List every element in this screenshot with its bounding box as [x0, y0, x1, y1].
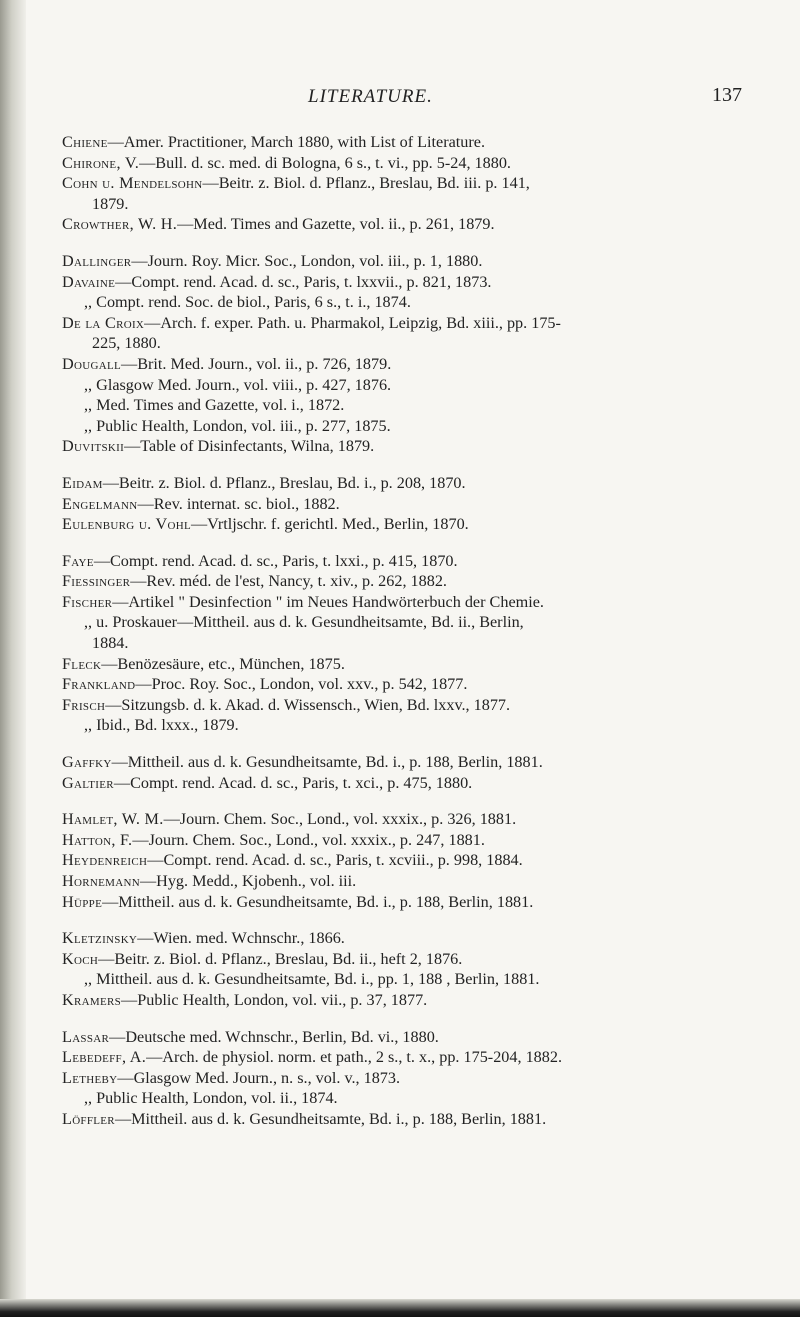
bibliography-entry [62, 928, 782, 949]
bibliography-entry [62, 773, 782, 794]
running-title: LITERATURE. [308, 86, 433, 107]
bibliography-entry [62, 1109, 782, 1130]
ditto-entry: ,, Glasgow Med. Journ., vol. viii., p. 427, 1876. [84, 375, 392, 394]
group-spacer [62, 736, 782, 752]
citation-text: —Med. Times and Gazette, vol. ii., p. 261, 1879. [177, 215, 495, 234]
citation-text: —Wien. med. Wchnschr., 1866. [137, 929, 345, 948]
bibliography-entry [62, 1047, 782, 1068]
ditto-entry: ,, Med. Times and Gazette, vol. i., 1872. [84, 396, 345, 415]
bibliography-entry [62, 494, 782, 515]
author-name: Dallinger [62, 251, 132, 270]
author-name: Koch [62, 949, 99, 968]
author-name: Davaine [62, 272, 116, 291]
page-header [0, 86, 800, 116]
bibliography-entry [62, 354, 782, 375]
citation-text: —Rev. méd. de l'est, Nancy, t. xiv., p. 262, 1882. [130, 572, 447, 591]
citation-text: —Public Health, London, vol. vii., p. 37, 1877. [121, 990, 428, 1009]
author-name: Fischer [62, 592, 113, 611]
group-spacer [62, 457, 782, 473]
author-name: Dougall [62, 354, 122, 373]
author-name: De la Croix [62, 313, 145, 332]
author-name: Faye [62, 551, 94, 570]
citation-text: —Sitzungsb. d. k. Akad. d. Wissensch., Wien, Bd. lxxv., 1877. [105, 695, 511, 714]
ditto-entry: ,, Mittheil. aus d. k. Gesundheitsamte, Bd. i., pp. 1, 188 , Berlin, 1881. [84, 970, 540, 989]
author-name: Duvitskii [62, 437, 125, 456]
bibliography-entry [62, 990, 782, 1011]
bibliography-entry [62, 551, 782, 572]
bibliography-entry [62, 514, 782, 535]
author-name: Heydenreich [62, 851, 148, 870]
citation-text: —Deutsche med. Wchnschr., Berlin, Bd. vi., 1880. [109, 1027, 439, 1046]
citation-text: —Mittheil. aus d. k. Gesundheitsamte, Bd. i., p. 188, Berlin, 1881. [114, 1109, 547, 1128]
author-name: Eidam [62, 473, 103, 492]
bibliography-entry [62, 571, 782, 592]
author-name: Hüppe [62, 892, 103, 911]
bibliography-entry [62, 949, 782, 970]
citation-text: —Arch. f. exper. Path. u. Pharmakol, Leipzig, Bd. xiii., pp. 175- [144, 313, 561, 332]
citation-text: —Amer. Practitioner, March 1880, with List of Literature. [107, 133, 486, 151]
bibliography-entry [62, 695, 782, 716]
group-spacer [62, 235, 782, 251]
author-name: Frisch [62, 695, 106, 714]
bibliography-entry [62, 674, 782, 695]
group-spacer [62, 535, 782, 551]
group-spacer [62, 912, 782, 928]
continuation-line: 1879. [92, 194, 129, 213]
citation-text: —Artikel " Desinfection " im Neues Handwörterbuch der Chemie. [112, 592, 544, 611]
citation-text: —Table of Disinfectants, Wilna, 1879. [124, 437, 375, 456]
group-spacer [62, 1011, 782, 1027]
author-name: Hamlet, W. M. [62, 810, 164, 829]
citation-text: —Brit. Med. Journ., vol. ii., p. 726, 1879. [121, 354, 392, 373]
bibliography-entry [62, 473, 782, 494]
bibliography-entry [62, 272, 782, 293]
citation-text: —Beitr. z. Biol. d. Pflanz., Breslau, Bd. i., p. 208, 1870. [102, 473, 466, 492]
author-name: Letheby [62, 1068, 118, 1087]
page-number: 137 [712, 84, 742, 106]
author-name: Eulenburg u. Vohl [62, 515, 191, 534]
bibliography-entry [62, 892, 782, 913]
group-spacer [62, 793, 782, 809]
bibliography-entry [62, 654, 782, 675]
continuation-line: 225, 1880. [92, 334, 161, 353]
citation-text: —Arch. de physiol. norm. et path., 2 s., t. x., pp. 175-204, 1882. [146, 1048, 562, 1067]
citation-text: —Proc. Roy. Soc., London, vol. xxv., p. 542, 1877. [135, 675, 468, 694]
citation-text: —Beitr. z. Biol. d. Pflanz., Breslau, Bd. iii. p. 141, [202, 174, 530, 193]
bibliography-entry [62, 214, 782, 235]
citation-text: —Hyg. Medd., Kjobenh., vol. iii. [139, 872, 357, 890]
page-bottom-edge [0, 1299, 800, 1317]
author-name: Kletzinsky [62, 929, 138, 948]
author-name: Gaffky [62, 753, 112, 772]
citation-text: —Mittheil. aus d. k. Gesundheitsamte, Bd. i., p. 188, Berlin, 1881. [102, 892, 534, 911]
bibliography-entry [62, 592, 782, 613]
author-name: Löffler [62, 1109, 115, 1128]
citation-text: —Compt. rend. Acad. d. sc., Paris, t. xci., p. 475, 1880. [113, 773, 473, 792]
bibliography-entry [62, 251, 782, 272]
citation-text: —Vrtljschr. f. gerichtl. Med., Berlin, 1870. [190, 515, 469, 534]
bibliography-entry [62, 132, 782, 153]
author-name: Cohn u. Mendelsohn [62, 174, 203, 193]
bibliography-entry [62, 1027, 782, 1048]
author-name: Lassar [62, 1027, 110, 1046]
bibliography-entry [62, 1068, 782, 1089]
citation-text: —Journ. Chem. Soc., Lond., vol. xxxix., p. 247, 1881. [132, 830, 485, 849]
bibliography-list [62, 132, 782, 1130]
citation-text: —Journ. Chem. Soc., Lond., vol. xxxix., p. 326, 1881. [163, 810, 517, 829]
author-name: Frankland [62, 675, 136, 694]
ditto-entry: ,, Compt. rend. Soc. de biol., Paris, 6 s., t. i., 1874. [84, 293, 411, 312]
bibliography-entry [62, 850, 782, 871]
author-name: Fiessinger [62, 572, 131, 591]
bibliography-entry [62, 153, 782, 174]
author-name: Chiene [62, 133, 108, 151]
bibliography-entry [62, 830, 782, 851]
citation-text: —Compt. rend. Acad. d. sc., Paris, t. lxxi., p. 415, 1870. [93, 551, 458, 570]
bibliography-entry [62, 436, 782, 457]
author-name: Kramers [62, 990, 122, 1009]
bibliography-entry [62, 752, 782, 773]
bibliography-entry [62, 871, 782, 892]
citation-text: —Compt. rend. Acad. d. sc., Paris, t. xcviii., p. 998, 1884. [147, 851, 523, 870]
bibliography-entry [62, 809, 782, 830]
author-name: Fleck [62, 654, 102, 673]
author-name: Hornemann [62, 872, 140, 890]
citation-text: —Bull. d. sc. med. di Bologna, 6 s., t. vi., pp. 5-24, 1880. [139, 153, 511, 172]
author-name: Hatton, F. [62, 830, 133, 849]
ditto-entry: ,, u. Proskauer—Mittheil. aus d. k. Gesundheitsamte, Bd. ii., Berlin, [84, 613, 524, 632]
author-name: Chirone, V. [62, 153, 140, 172]
citation-text: —Beitr. z. Biol. d. Pflanz., Breslau, Bd. ii., heft 2, 1876. [98, 949, 463, 968]
citation-text: —Glasgow Med. Journ., n. s., vol. v., 1873. [117, 1068, 401, 1087]
citation-text: —Journ. Roy. Micr. Soc., London, vol. iii., p. 1, 1880. [131, 251, 483, 270]
author-name: Galtier [62, 773, 114, 792]
citation-text: —Rev. internat. sc. biol., 1882. [137, 494, 340, 513]
citation-text: —Benözesäure, etc., München, 1875. [101, 654, 345, 673]
ditto-entry: ,, Ibid., Bd. lxxx., 1879. [84, 716, 239, 735]
author-name: Lebedeff, A. [62, 1048, 147, 1067]
page-gutter-shadow [0, 0, 26, 1317]
citation-text: —Compt. rend. Acad. d. sc., Paris, t. lxxvii., p. 821, 1873. [115, 272, 492, 291]
citation-text: —Mittheil. aus d. k. Gesundheitsamte, Bd. i., p. 188, Berlin, 1881. [111, 753, 543, 772]
author-name: Engelmann [62, 494, 138, 513]
bibliography-entry [62, 173, 782, 194]
ditto-entry: ,, Public Health, London, vol. ii., 1874. [84, 1089, 338, 1108]
author-name: Crowther, W. H. [62, 215, 178, 234]
continuation-line: 1884. [92, 634, 129, 653]
bibliography-entry [62, 313, 782, 334]
ditto-entry: ,, Public Health, London, vol. iii., p. 277, 1875. [84, 416, 391, 435]
